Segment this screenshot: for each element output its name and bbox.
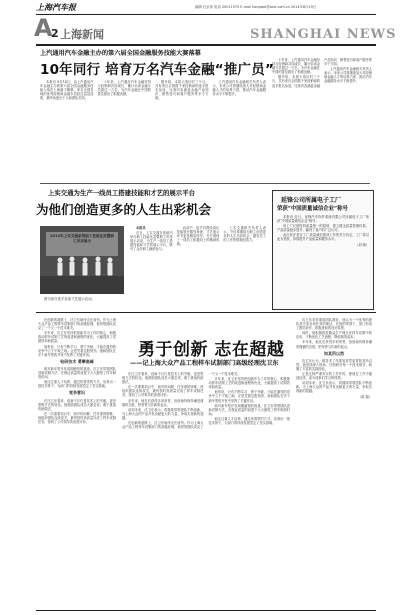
- feature-photo: [40, 226, 124, 294]
- paper-name: 上海汽车报: [36, 2, 76, 12]
- notice-paragraph: 本报讯 近日，延锋汽车饰件系统有限公司所属电子工厂荣获“中国质量诚信企业”称号。: [277, 215, 369, 224]
- lead-paragraph: 十年来，上汽通用汽车金融坚持与经销商共同成长，累计培训金融专员超过一万名，为汽车金融在中国的普及做出了积极贡献。: [97, 80, 151, 97]
- profile-paragraph: 沈卫东认为，做技术工作要知其然更要知其所以然。他坚持深入现场，仔细研究每一个技术细节，积累了丰富的实践经验。: [296, 358, 372, 371]
- profile-paragraph: 面对新车型开发周期缩短的挑战，沈卫东带领团队创新试制方法，在保证质量的前提下大大缩短了样车制造时间。: [38, 366, 116, 380]
- notice-byline: （刘 晓）: [355, 242, 369, 247]
- profile-paragraph: 他常说，只有不断学习、勇于突破，才能在激烈的竞争中立于不败之地。正是凭着这股韧劲，他和团队在多个新车型的开发中发挥了关键作用。: [38, 344, 116, 357]
- profile-headline: 勇于创新 志在超越: [138, 340, 285, 360]
- profile-paragraph: 沈卫东非常重视团队建设，他认为一个优秀的团队是完成各项任务的保证。在他的带领下，部门形成了团结协作、积极进取的良好氛围。: [296, 318, 372, 331]
- profile-paragraph: 在一次重要项目中，面对时间紧、任务重的困难，他组织团队连续攻关，最终按时高质量完成了样车试制任务，得到了公司领导的高度评价。: [38, 411, 116, 424]
- notice-title-2: 荣获“中国质量诚信企业”称号: [277, 206, 348, 212]
- lead-paragraph: 本报讯 8月14日，由上汽通用汽车金融主办的第六届全国金融服务技能大赛在上海落下帷幕。来自全国各地的优秀经销商金融专员经过层层选拔，最终角逐出个人和团队奖项。: [40, 80, 94, 101]
- profile-paragraph: 面对新车型开发周期缩短的挑战，沈卫东带领团队创新试制方法，在保证质量的前提下大大缩短了样车制造时间。: [208, 403, 290, 416]
- feature-paragraph: [130, 226, 173, 230]
- right-column-text: [272, 58, 372, 190]
- section-title-en: SHANGHAI NEWS: [250, 27, 397, 42]
- page-letter: A: [34, 14, 53, 42]
- notice-paragraph: 此次获评是对工厂质量诚信建设工作的充分肯定，工厂将以此为契机，持续提升产品质量和服务水平。: [277, 233, 369, 242]
- photo-banner-text: 2014年上实交通系统职工技能比武暨职工风采展示: [50, 234, 114, 243]
- profile-paragraph: 在创新的道路上，沈卫东始终走在前列。作为上海大众产品工程样车试制部门的高级经理，他带领团队攻克了一个又一个技术难关。: [122, 372, 241, 430]
- profile-paragraph: 在创新的道路上，沈卫东始终走在前列。作为上海大众产品工程样车试制部门的高级经理，他带领团队攻克了一个又一个技术难关。: [38, 318, 116, 331]
- profile-paragraph: 同时，他积极推进精益生产理念在样车试制中的应用，不断优化工艺流程，降低制造成本。: [296, 331, 372, 340]
- feature-body: [130, 226, 266, 306]
- profile-col-3: [296, 318, 372, 608]
- right-paragraph: 上汽通用汽车金融相关负责人表示，未来公司将继续加大对经销商金融人才的培养力度，推动汽车金融服务水平不断提升。: [324, 67, 372, 84]
- profile-paragraph: 在一次重要项目中，面对时间紧、任务重的困难，他组织团队连续攻关，最终按时高质量完成了样车试制任务，得到了公司领导的高度评价。: [122, 385, 204, 398]
- profile-paragraph: 正是这种严谨务实的工作作风，使他在工作中屡创佳绩，成为同事们学习的榜样。: [296, 372, 372, 381]
- profile-col-2: [122, 372, 290, 608]
- profile-paragraph: 多年来，他先后获得多项荣誉，但他始终保持谦虚谨慎的态度，把荣誉当作新的起点。: [296, 340, 372, 349]
- profile-paragraph: 谈到未来，沈卫东表示，将继续带领团队不断创新，为上海大众的产品开发贡献更大的力量，争取实现新的超越。: [122, 407, 204, 420]
- profile-byline: （陈 磊）: [358, 394, 372, 399]
- section-title: 上海新闻: [60, 28, 104, 41]
- notice-title: 延锋公司所属电子工厂: [281, 197, 342, 204]
- lead-paragraph: 上汽通用汽车金融相关负责人表示，未来公司将继续加大对经销商金融人才的培养力度，推动汽车金融服务水平不断提升。: [212, 80, 266, 97]
- lead-body: [40, 80, 266, 180]
- profile-subtitle: 钻研技术 勇攀高峰: [60, 358, 94, 364]
- profile-paragraph: 在沈卫东看来，创新不仅仅是技术上的突破，更是思维方式的转变。他鼓励团队成员大胆尝试，敢于挑战传统做法。: [38, 398, 116, 411]
- page-number: 2: [51, 27, 59, 40]
- feature-headline: 为他们创造更多的人生出彩机会: [36, 202, 212, 217]
- lead-kicker: 上汽通用汽车金融主办的第六届全国金融服务技能大赛落幕: [40, 50, 201, 57]
- profile-paragraph: 多年来，他先后获得多项荣誉，但他始终保持谦虚谨慎的态度，把荣誉当作新的起点。: [122, 398, 204, 407]
- feature-headline-top: 上实交通为生产一线员工搭建技能和才艺的展示平台: [48, 189, 195, 197]
- profile-subtitle: 知其所以然: [324, 350, 344, 356]
- notice-body: [277, 215, 369, 303]
- profile-paragraph: 多年来，沈卫东坚持把创新作为工作的核心，积极推动样车试制工艺的改进和流程的优化，大幅提高了试制效率和质量。: [38, 331, 116, 344]
- profile-col-1: [38, 318, 116, 608]
- lead-paragraph: 据介绍，本届大赛历时三个月，共有来自全国数千家经销商的选手报名参加，比赛内容涵盖金融产品知识、销售技巧和客户服务等多个方面。: [155, 80, 209, 101]
- lead-headline: 10年同行 培育万名汽车金融“推广员”: [40, 62, 275, 78]
- profile-paragraph: 他还注重人才培养，通过传帮带的方式，培养出一批技术骨干，为部门的持续发展奠定了坚实基础。: [208, 416, 290, 426]
- feature-paragraph: 活动中，选手们围绕岗位技能展开激烈角逐，才艺展示环节更是精彩纷呈，充分展现了一线员工积极向上的精神风貌。: [176, 226, 220, 247]
- photo-caption: 图为部分选手参加才艺展示活动。: [44, 297, 95, 301]
- profile-paragraph: 多年来，沈卫东坚持把创新作为工作的核心，积极推动样车试制工艺的改进和流程的优化，大幅提高了试制效率和质量。: [208, 377, 290, 390]
- profile-paragraph: 他常说，只有不断学习、勇于突破，才能在激烈的竞争中立于不败之地。正是凭着这股韧劲，他和团队在多个新车型的开发中发挥了关键作用。: [208, 390, 290, 403]
- feature-paragraph: 近日，上实交通在系统内举办职工技能比武暨职工风采展示活动，为生产一线员工搭建技能和才艺的展示平台，吸引了众多职工踊跃参与。: [130, 231, 173, 252]
- profile-subtitle: 竞争意识: [69, 390, 85, 396]
- header-info-line: 编辑 杜京伟 电话 20011575 E-mail hongwei@saic.com.cn 2014年8月19日: [195, 5, 317, 9]
- profile-subhead: ——记上海大众产品工程样车试制部门高级经理沈卫东: [130, 360, 279, 367]
- notice-box: [272, 190, 374, 310]
- right-paragraph: 十年来，上汽通用汽车金融坚持与经销商共同成长，累计培训金融专员超过一万名，为汽车金融在中国的普及做出了积极贡献。: [272, 58, 320, 75]
- right-paragraph: 据介绍，本届大赛历时三个月，共有来自全国数千家经销商的选手报名参加，比赛内容涵盖金融产品知识、销售技巧和客户服务等多个方面。: [272, 58, 372, 88]
- profile-paragraph: 谈到未来，沈卫东表示，将继续带领团队不断创新，为上海大众的产品开发贡献更大的力量，争取实现新的超越。: [296, 381, 372, 394]
- profile-paragraph: 他还注重人才培养，通过传帮带的方式，培养出一批技术骨干，为部门的持续发展奠定了坚实基础。: [38, 380, 116, 389]
- notice-paragraph: 该工厂长期坚持质量第一的原则，建立健全质量管理体系，产品质量稳步提升，赢得了客户的广泛认可。: [277, 224, 369, 233]
- profile-paragraph: 在沈卫东看来，创新不仅仅是技术上的突破，更是思维方式的转变。他鼓励团队成员大胆尝试，敢于挑战传统做法。: [122, 372, 204, 385]
- feature-paragraph: 上实交通相关负责人表示，今后将继续为职工创造更多的人生出彩机会，激发员工的工作热情和创造力。: [223, 226, 266, 243]
- feature-reporter: 本报讯: [136, 226, 146, 230]
